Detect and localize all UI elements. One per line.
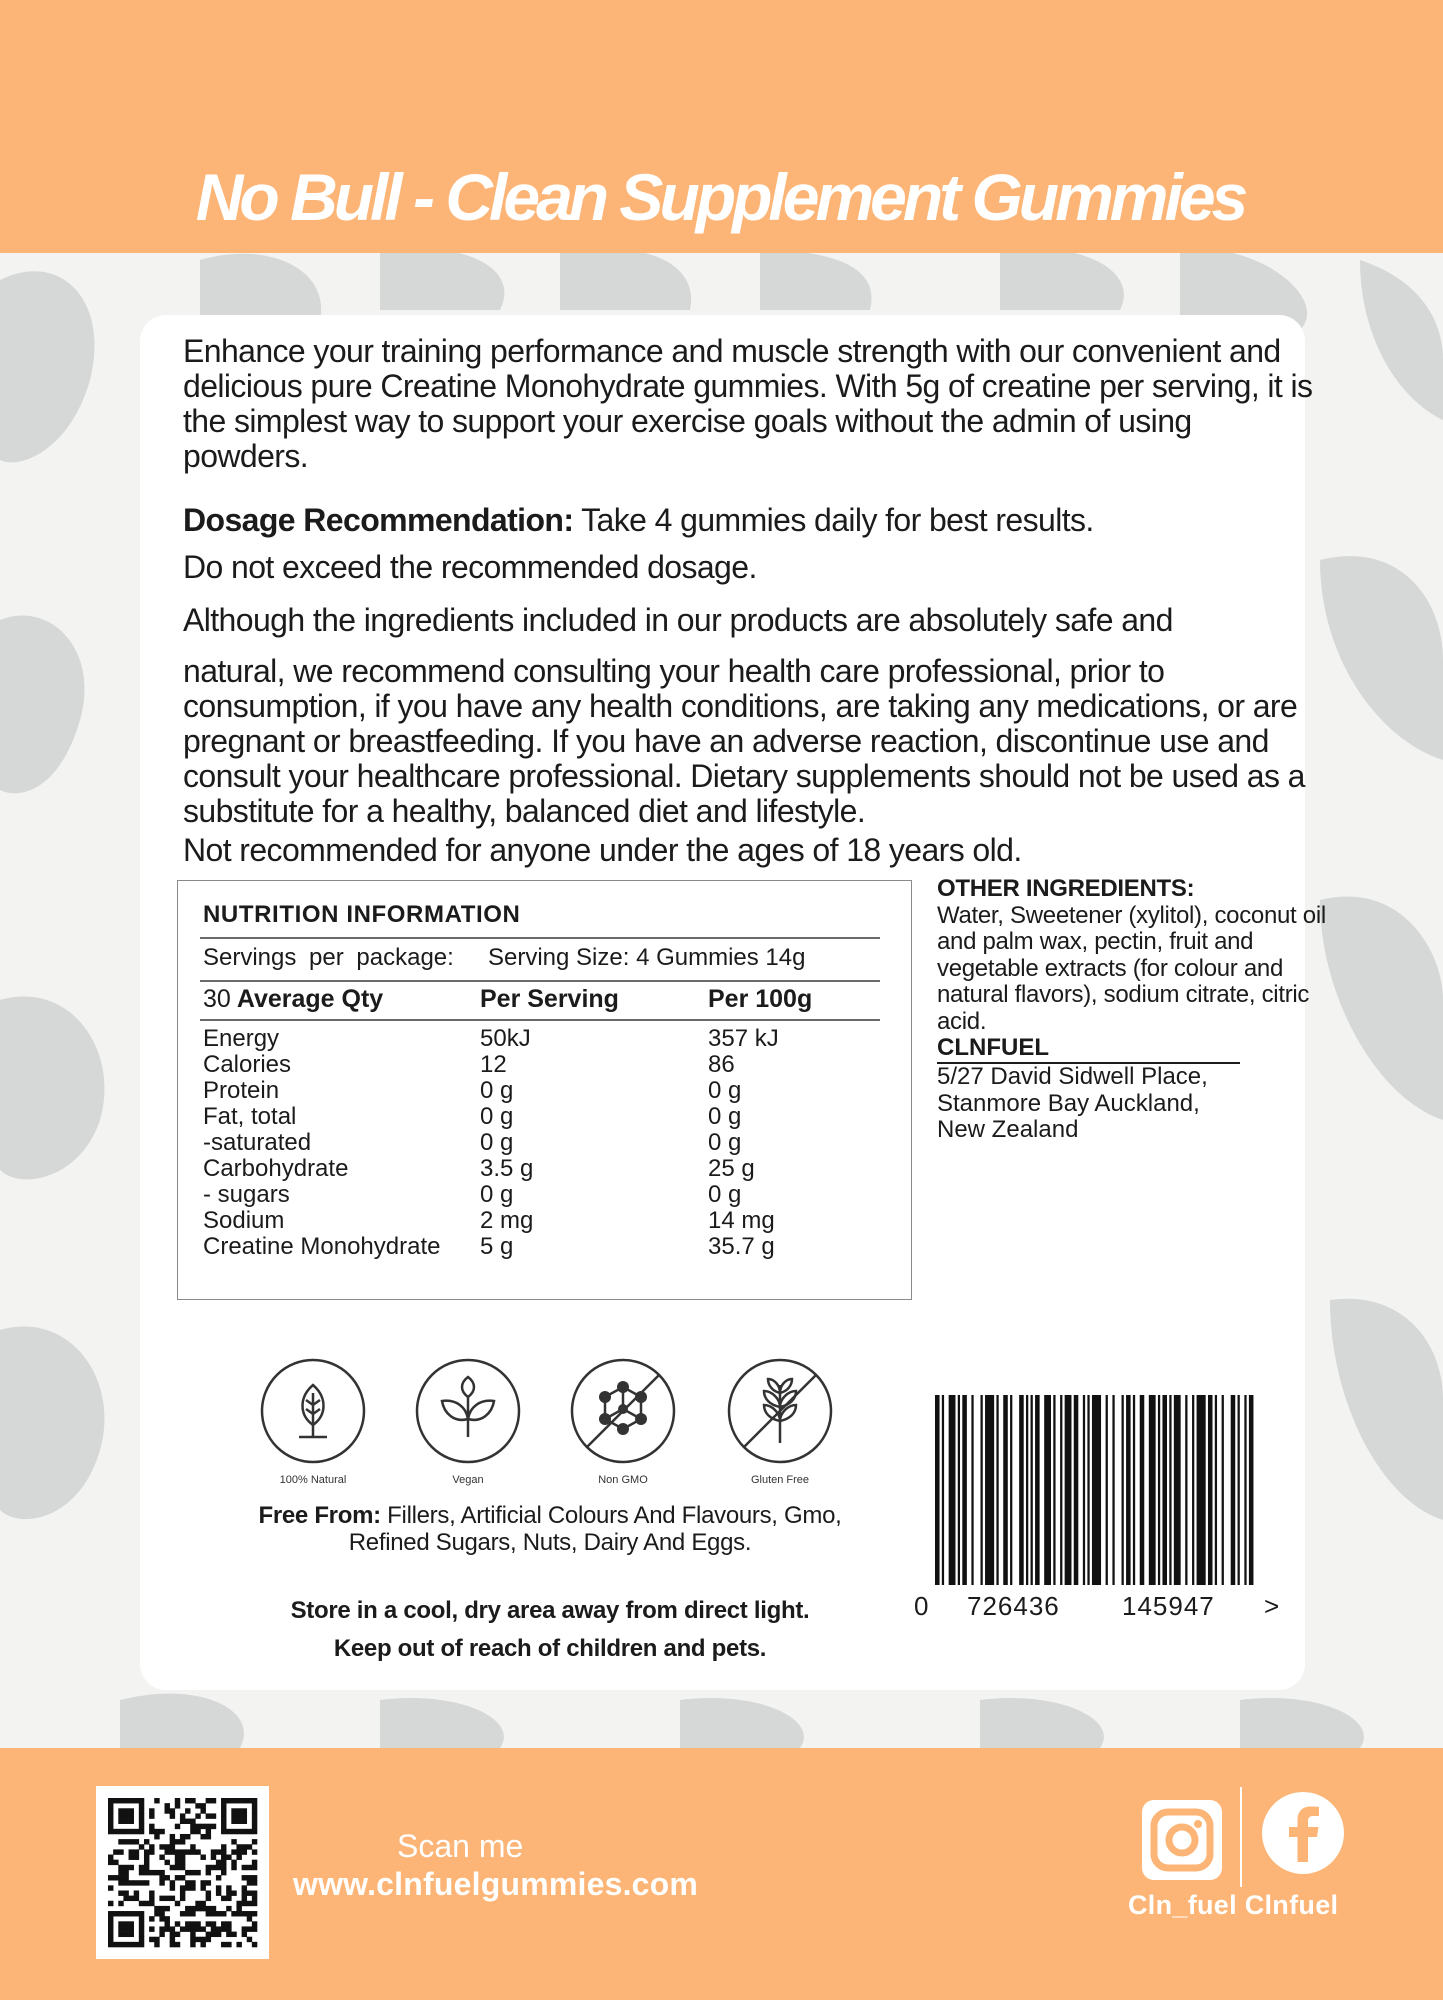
nutrient-per100: 35.7 g [708, 1233, 775, 1260]
nutrient-serving: 0 g [480, 1077, 514, 1104]
warning-body: natural, we recommend consulting your health care professional, prior to consumption, if you have any health conditions, are taking any medications, or are pregnant or breastfeeding. If you have an adverse reaction, discontinue use and consult your healthcare professional. Dietary supplements should not be used as a substitute for a healthy, balanced diet and lifestyle. [183, 653, 1305, 829]
nutrient-serving: 50kJ [480, 1025, 531, 1052]
free-from-label: Free From: [258, 1502, 381, 1529]
molecule-icon [569, 1357, 677, 1465]
nutrient-name: Calories [203, 1051, 292, 1078]
nutrient-per100: 0 g [708, 1129, 742, 1156]
storage-line2: Keep out of reach of children and pets. [333, 1635, 767, 1662]
nutrient-serving: 5 g [480, 1233, 514, 1260]
badge-label-gluten-free: Gluten Free [750, 1474, 810, 1486]
nutrient-name: Creatine Monohydrate [203, 1233, 441, 1260]
storage-line1: Store in a cool, dry area away from direct light. [290, 1597, 810, 1624]
barcode [935, 1395, 1258, 1585]
nutrition-divider [200, 1019, 880, 1021]
scan-me-label: Scan me [397, 1828, 524, 1864]
age-note: Not recommended for anyone under the ages of 18 years old. [183, 832, 1022, 868]
average-qty-label: Average Qty [236, 985, 384, 1013]
storage-instructions [200, 1592, 900, 1668]
nutrition-row [178, 1078, 913, 1104]
facebook-icon[interactable] [1262, 1792, 1344, 1874]
dosage-text: Take 4 gummies daily for best results. [573, 502, 1094, 538]
instagram-icon[interactable] [1142, 1800, 1222, 1880]
sprout-icon [414, 1357, 522, 1465]
nutrient-per100: 0 g [708, 1103, 742, 1130]
nutrient-name: Energy [203, 1025, 280, 1052]
website-link[interactable]: www.clnfuelgummies.com [293, 1866, 699, 1902]
leaf-icon [259, 1357, 367, 1465]
badge-label-natural: 100% Natural [279, 1474, 347, 1486]
exceed-warning: Do not exceed the recommended dosage. [183, 549, 757, 585]
nutrition-row [178, 1052, 913, 1078]
company-address-line1: 5/27 David Sidwell Place, [937, 1063, 1208, 1090]
nutrient-name: Protein [203, 1077, 280, 1104]
social-handles[interactable]: Cln_fuel Clnfuel [1128, 1890, 1339, 1920]
nutrient-serving: 0 g [480, 1129, 514, 1156]
nutrient-serving: 0 g [480, 1103, 514, 1130]
nutrient-serving: 3.5 g [480, 1155, 534, 1182]
nutrient-per100: 0 g [708, 1077, 742, 1104]
nutrition-title: NUTRITION INFORMATION [203, 901, 521, 928]
serving-size: Serving Size: 4 Gummies 14g [488, 944, 806, 971]
qr-code[interactable] [96, 1786, 269, 1959]
intro-text: Enhance your training performance and muscle strength with our convenient and delicious pure Creatine Monohydrate gummies. With 5g of creatine per serving, it is the simplest way to support your exercise goals without the admin of using powders. [183, 333, 1313, 474]
dosage-label: Dosage Recommendation: [183, 502, 574, 538]
company-info [937, 1035, 1257, 1144]
dosage-recommendation [183, 501, 1094, 539]
company-address-line3: New Zealand [937, 1116, 1079, 1143]
other-ingredients-title: OTHER INGREDIENTS: [937, 875, 1195, 902]
nutrition-row [178, 1208, 913, 1234]
company-name: CLNFUEL [937, 1035, 1240, 1064]
column-header-serving: Per Serving [480, 985, 619, 1013]
barcode-left-digits: 726436 [967, 1591, 1060, 1621]
nutrient-per100: 357 kJ [708, 1025, 779, 1052]
warning-line1: Although the ingredients included in our products are absolutely safe and [183, 602, 1173, 638]
other-ingredients [937, 876, 1377, 1035]
company-address-line2: Stanmore Bay Auckland, [937, 1089, 1200, 1117]
nutrition-row [178, 1156, 913, 1182]
nutrient-per100: 0 g [708, 1181, 742, 1208]
badge-label-non-gmo: Non GMO [598, 1474, 648, 1486]
nutrition-row [178, 1104, 913, 1130]
barcode-end-mark: > [1264, 1591, 1281, 1621]
nutrition-row [178, 1130, 913, 1156]
nutrient-per100: 25 g [708, 1155, 755, 1182]
servings-value: 30 [203, 985, 231, 1013]
nutrition-row [178, 1026, 913, 1052]
other-ingredients-text: Water, Sweetener (xylitol), coconut oil and palm wax, pectin, fruit and vegetable extracts (for colour and natural flavors), sodium citrate, citric acid. [937, 901, 1326, 1035]
nutrition-row [178, 1234, 913, 1260]
nutrient-serving: 0 g [480, 1181, 514, 1208]
barcode-first-digit: 0 [914, 1591, 930, 1621]
social-divider [1240, 1787, 1242, 1887]
page-title: No Bull - Clean Supplement Gummies [195, 160, 1245, 234]
free-from [200, 1502, 900, 1556]
nutrient-name: Sodium [203, 1207, 285, 1234]
free-from-line2: Refined Sugars, Nuts, Dairy And Eggs. [348, 1529, 752, 1556]
servings-label: Servings per package: [203, 944, 454, 971]
nutrition-divider [200, 980, 880, 982]
column-header-100g: Per 100g [708, 985, 813, 1013]
nutrient-name: Fat, total [203, 1103, 297, 1130]
nutrition-divider [200, 937, 880, 939]
nutrient-name: -saturated [203, 1129, 312, 1156]
nutrition-row [178, 1182, 913, 1208]
barcode-right-digits: 145947 [1122, 1591, 1215, 1621]
nutrient-per100: 14 mg [708, 1207, 775, 1234]
nutrient-serving: 12 [480, 1051, 507, 1078]
free-from-line1: Fillers, Artificial Colours And Flavours, Gmo, [380, 1502, 842, 1529]
nutrient-serving: 2 mg [480, 1207, 534, 1234]
column-header-qty [203, 985, 383, 1014]
nutrient-name: Carbohydrate [203, 1155, 349, 1182]
nutrient-name: - sugars [203, 1181, 290, 1208]
header-banner [0, 0, 1443, 253]
wheat-icon [726, 1357, 834, 1465]
nutrient-per100: 86 [708, 1051, 735, 1078]
badge-label-vegan: Vegan [452, 1474, 484, 1486]
nutrition-panel [177, 880, 912, 1300]
